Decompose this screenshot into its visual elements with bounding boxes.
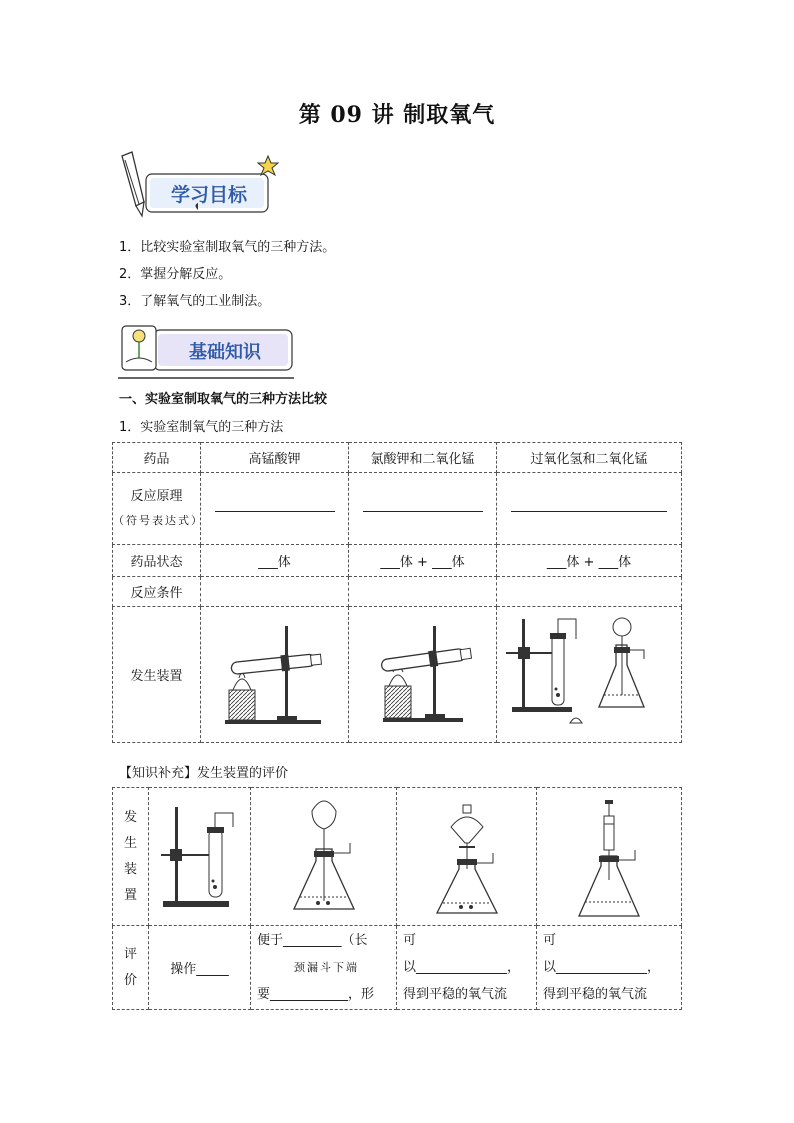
principle-blank[interactable] [497,473,682,545]
evaluation-tube[interactable]: 操作_____ [149,926,251,1010]
evaluation-syringe[interactable]: 可 以______________， 得到平稳的氧气流 [537,926,682,1010]
objective-item: 3．了解氧气的工业制法。 [119,294,271,309]
device-syringe [537,788,682,926]
objective-item: 1．比较实验室制取氧气的三种方法。 [119,240,336,255]
apparatus-kmno4 [201,607,349,743]
section1-heading: 一、实验室制取氧气的三种方法比较 [119,392,328,407]
long-neck-funnel-flask-icon [274,797,374,917]
device-tube [149,788,251,926]
heating-tube-apparatus-icon [215,620,335,730]
condition-blank[interactable] [497,577,682,607]
apparatus-h2o2 [497,607,682,743]
row-label-state: 药品状态 [113,545,201,577]
condition-blank[interactable] [349,577,497,607]
principle-blank[interactable] [201,473,349,545]
table-header: 高锰酸钾 [201,443,349,473]
objectives-banner-label: 学习目标 [170,184,247,206]
state-value[interactable]: ___体 [201,545,349,577]
pencil-icon [122,152,144,216]
syringe-flask-icon [559,794,659,920]
tube-and-flask-apparatus-icon [504,615,674,735]
device-long-funnel [251,788,397,926]
evaluation-separatory-funnel[interactable]: 可 以______________， 得到平稳的氧气流 [397,926,537,1010]
row-label-condition: 反应条件 [113,577,201,607]
section1-subheading: 1．实验室制氧气的三种方法 [119,420,284,435]
evaluation-table [112,787,682,1010]
row-label-apparatus: 发生装置 [113,607,201,743]
device-separatory-funnel [397,788,537,926]
row-label-evaluation: 评价 [113,926,149,1010]
row-label-device: 发生装置 [113,788,149,926]
objectives-banner [118,150,283,220]
book-lightbulb-icon [122,326,156,370]
principle-blank[interactable] [349,473,497,545]
basics-banner-label: 基础知识 [189,342,261,363]
evaluation-long-funnel[interactable]: 便于_________（长 颈漏斗下端 要____________，形 [251,926,397,1010]
page-title: 第 09 讲 制取氧气 [298,102,496,128]
state-value[interactable]: ___体 + ___体 [349,545,497,577]
state-value[interactable]: ___体 + ___体 [497,545,682,577]
apparatus-kclo3 [349,607,497,743]
supplement-heading: 【知识补充】发生装置的评价 [119,766,289,781]
separatory-funnel-flask-icon [417,797,517,917]
methods-table [112,442,682,743]
table-header: 氯酸钾和二氧化锰 [349,443,497,473]
table-header: 药品 [113,443,201,473]
condition-blank[interactable] [201,577,349,607]
test-tube-stand-icon [155,797,245,917]
star-icon [258,156,278,175]
row-label-principle: 反应原理 （符号表达式） [113,473,201,545]
heating-tube-apparatus-icon [363,620,483,730]
basics-banner [118,322,298,384]
table-header: 过氧化氢和二氧化锰 [497,443,682,473]
objective-item: 2．掌握分解反应。 [119,267,232,282]
